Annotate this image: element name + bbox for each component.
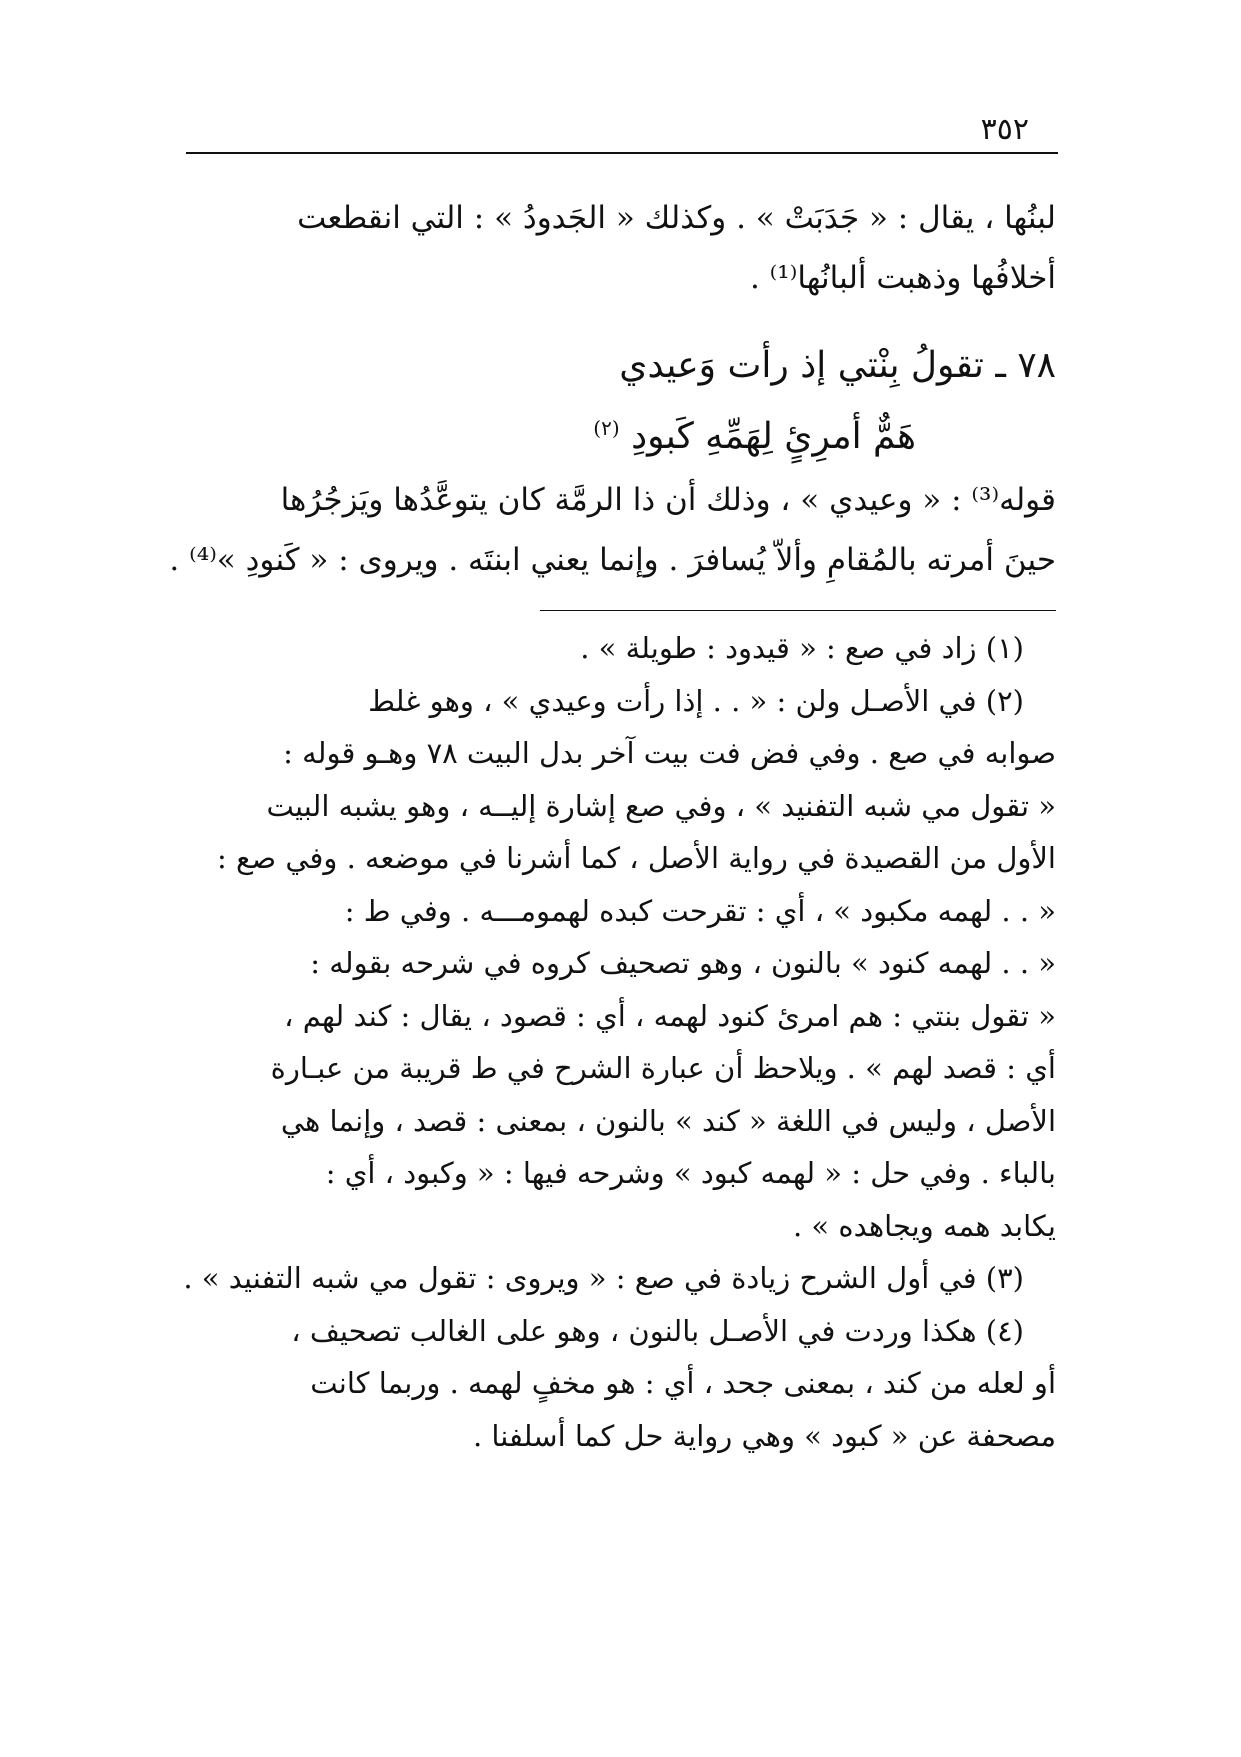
- footnote-2-line: « تقول بنتي : هم امرئ كنود لهمه ، أي : قصود ، يقال : كند لهم ،: [284, 998, 1056, 1033]
- commentary-line-2: حينَ أمرته بالمُقامِ وألاّ يُسافرَ . وإنما يعني ابنتَه . ويروى : « كَنودِ »⁽⁴⁾ .: [169, 542, 1056, 578]
- verse-hemistich-2: هَمٌّ أمرِئٍ لِهَمِّهِ كَبودِ: [631, 416, 916, 457]
- main-text-line-2: أخلافُها وذهبت ألبانُها⁽¹⁾ .: [749, 260, 1056, 296]
- footnote-2-line: الأصل ، وليس في اللغة « كند » بالنون ، بمعنى : قصد ، وإنما هي: [280, 1103, 1056, 1138]
- footnote-2-line: أي : قصد لهم » . ويلاحظ أن عبارة الشرح في ط قريبة من عبـارة: [270, 1051, 1056, 1085]
- footnote-4-line: أو لعله من كند ، بمعنى جحد ، أي : هو مخفٍ لهمه . وربما كانت: [310, 1366, 1056, 1400]
- footnotes-block: [183, 622, 1056, 1462]
- footnote-4-line: مصحفة عن « كبود » وهي رواية حل كما أسلفنا .: [472, 1418, 1056, 1453]
- page-number: ٣٥٢: [980, 112, 1029, 147]
- verse-78: [188, 335, 1056, 468]
- footnote-4-line: (٤) هكذا وردت في الأصـل بالنون ، وهو على الغالب تصحيف ،: [291, 1313, 1024, 1348]
- commentary-block: [169, 470, 1056, 590]
- footnote-2-line: (٢) في الأصـل ولن : « . . إذا رأت وعيدي » ، وهو غلط: [368, 683, 1024, 718]
- verse-hemistich-1: ٧٨ ـ تقولُ بِنْتي إذ رأت وَعيدي: [619, 345, 1056, 386]
- header-rule: [186, 152, 1058, 154]
- footnote-2-line: صوابه في صع . وفي فض فت بيت آخر بدل البيت ٧٨ وهـو قوله :: [283, 736, 1056, 770]
- commentary-line-1: قوله⁽³⁾ : « وعيدي » ، وذلك أن ذا الرمَّة كان يتوعَّدُها ويَزجُرُها: [280, 482, 1056, 518]
- footnote-2-line: الأول من القصيدة في رواية الأصل ، كما أشرنا في موضعه . وفي صع :: [217, 841, 1056, 875]
- footnote-2-line: « . . لهمه مكبود » ، أي : تقرحت كبده لهمومـــه . وفي ط :: [344, 893, 1056, 928]
- verse-footnote-marker: (٢): [593, 416, 620, 440]
- verse-hemistich-2-row: [188, 397, 1056, 468]
- footnote-2-line: « . . لهمه كنود » بالنون ، وهو تصحيف كروه في شرحه بقوله :: [310, 946, 1056, 980]
- footnote-2-line: يكابد همه ويجاهده » .: [793, 1208, 1056, 1243]
- footnote-separator: [540, 610, 1056, 611]
- main-text-block: [188, 188, 1056, 308]
- main-text-line-1: لبنُها ، يقال : « جَدَبَتْ » . وكذلك « الجَدودُ » : التي انقطعت: [297, 200, 1056, 236]
- footnote-2-line: بالباء . وفي حل : « لهمه كبود » وشرحه فيها : « وكبود ، أي :: [325, 1156, 1056, 1190]
- footnote-3: (٣) في أول الشرح زيادة في صع : « ويروى : تقول مي شبه التفنيد » .: [183, 1261, 1024, 1295]
- footnote-2-line: « تقول مي شبه التفنيد » ، وفي صع إشارة إليــه ، وهو يشبه البيت: [266, 788, 1056, 823]
- footnote-1: (١) زاد في صع : « قيدود : طويلة » .: [580, 631, 1024, 665]
